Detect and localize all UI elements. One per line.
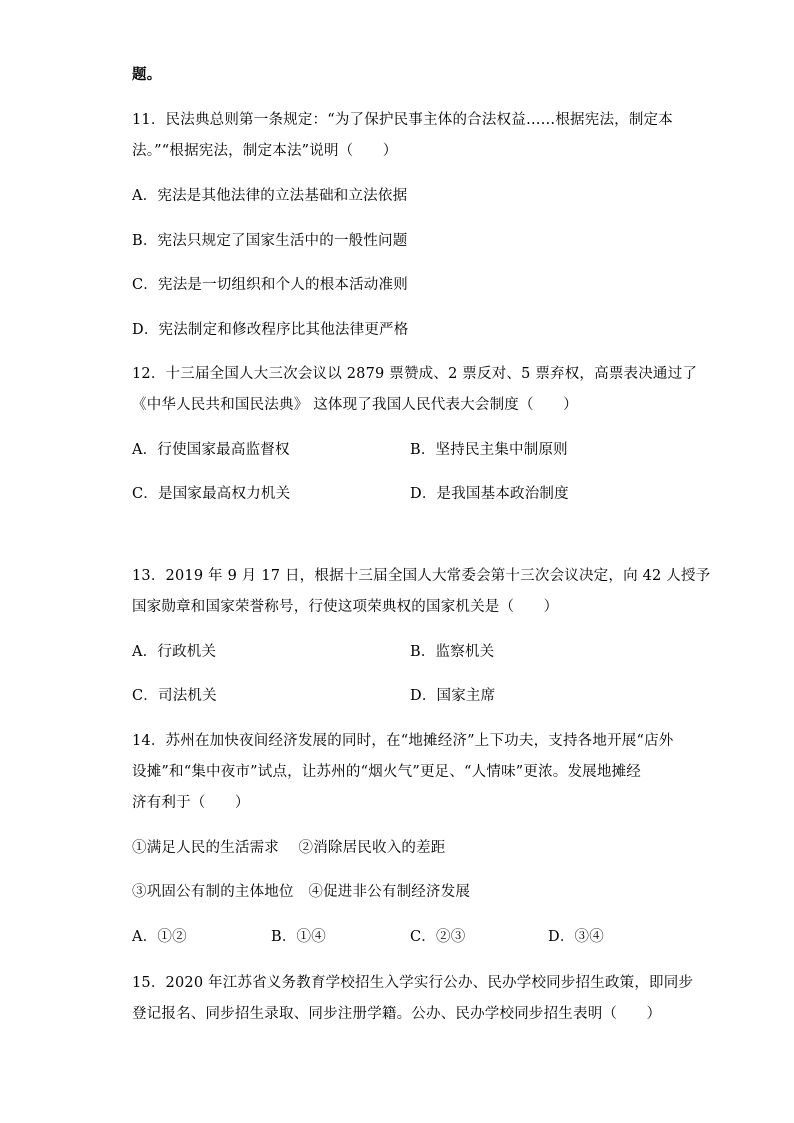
q11-stem-line-1: 11．民法典总则第一条规定：“为了保护民事主体的合法权益……根据宪法，制定本 — [132, 112, 673, 128]
q11-option-b: B．宪法只规定了国家生活中的一般性问题 — [132, 233, 408, 249]
continuation-text: 题。 — [132, 66, 162, 83]
q12-option-b: B．坚持民主集中制原则 — [410, 442, 568, 458]
q14-stem-line-3: 济有利于（ ） — [132, 795, 250, 811]
q11-stem-line-2: 法。”“根据宪法，制定本法”说明（ ） — [132, 143, 398, 159]
q13-stem-line-1: 13．2019 年 9 月 17 日，根据十三届全国人大常委会第十三次会议决定，向 42 人授予 — [132, 568, 711, 584]
q14-option-d: D．③④ — [548, 929, 604, 945]
q15-stem-line-2: 登记报名、同步招生录取、同步注册学籍。公办、民办学校同步招生表明（ ） — [132, 1006, 662, 1022]
q13-option-b: B．监察机关 — [410, 644, 495, 660]
q12-option-a: A．行使国家最高监督权 — [132, 442, 290, 458]
q14-items-line-2: ③巩固公有制的主体地位 ④促进非公有制经济发展 — [132, 884, 471, 900]
q14-option-c: C．②③ — [410, 929, 466, 945]
q13-option-a: A．行政机关 — [132, 644, 217, 660]
q11-option-c: C．宪法是一切组织和个人的根本活动准则 — [132, 277, 408, 293]
q14-option-b: B．①④ — [271, 929, 326, 945]
q13-stem-line-2: 国家勋章和国家荣誉称号，行使这项荣典权的国家机关是（ ） — [132, 599, 559, 615]
q14-stem-line-2: 设摊”和“集中夜市”试点，让苏州的“烟火气”更足、“人情味”更浓。发展地摊经 — [132, 764, 641, 780]
q14-items-line-1: ①满足人民的生活需求 ②消除居民收入的差距 — [132, 840, 446, 856]
q15-stem-line-1: 15．2020 年江苏省义务教育学校招生入学实行公办、民办学校同步招生政策，即同步 — [132, 975, 694, 991]
q13-option-c: C．司法机关 — [132, 688, 217, 704]
q11-option-a: A．宪法是其他法律的立法基础和立法依据 — [132, 188, 408, 204]
q12-stem-line-1: 12．十三届全国人大三次会议以 2879 票赞成、2 票反对、5 票弃权，高票表决通过了 — [132, 366, 698, 382]
q14-stem-line-1: 14．苏州在加快夜间经济发展的同时，在“地摊经济”上下功夫，支持各地开展“店外 — [132, 733, 674, 749]
q12-stem-line-2: 《中华人民共和国民法典》 这体现了我国人民代表大会制度（ ） — [132, 397, 578, 413]
q12-option-c: C．是国家最高权力机关 — [132, 486, 291, 502]
q13-option-d: D．国家主席 — [410, 688, 496, 704]
q11-option-d: D．宪法制定和修改程序比其他法律更严格 — [132, 322, 409, 338]
q12-option-d: D．是我国基本政治制度 — [410, 486, 569, 502]
q14-option-a: A．①② — [132, 929, 187, 945]
